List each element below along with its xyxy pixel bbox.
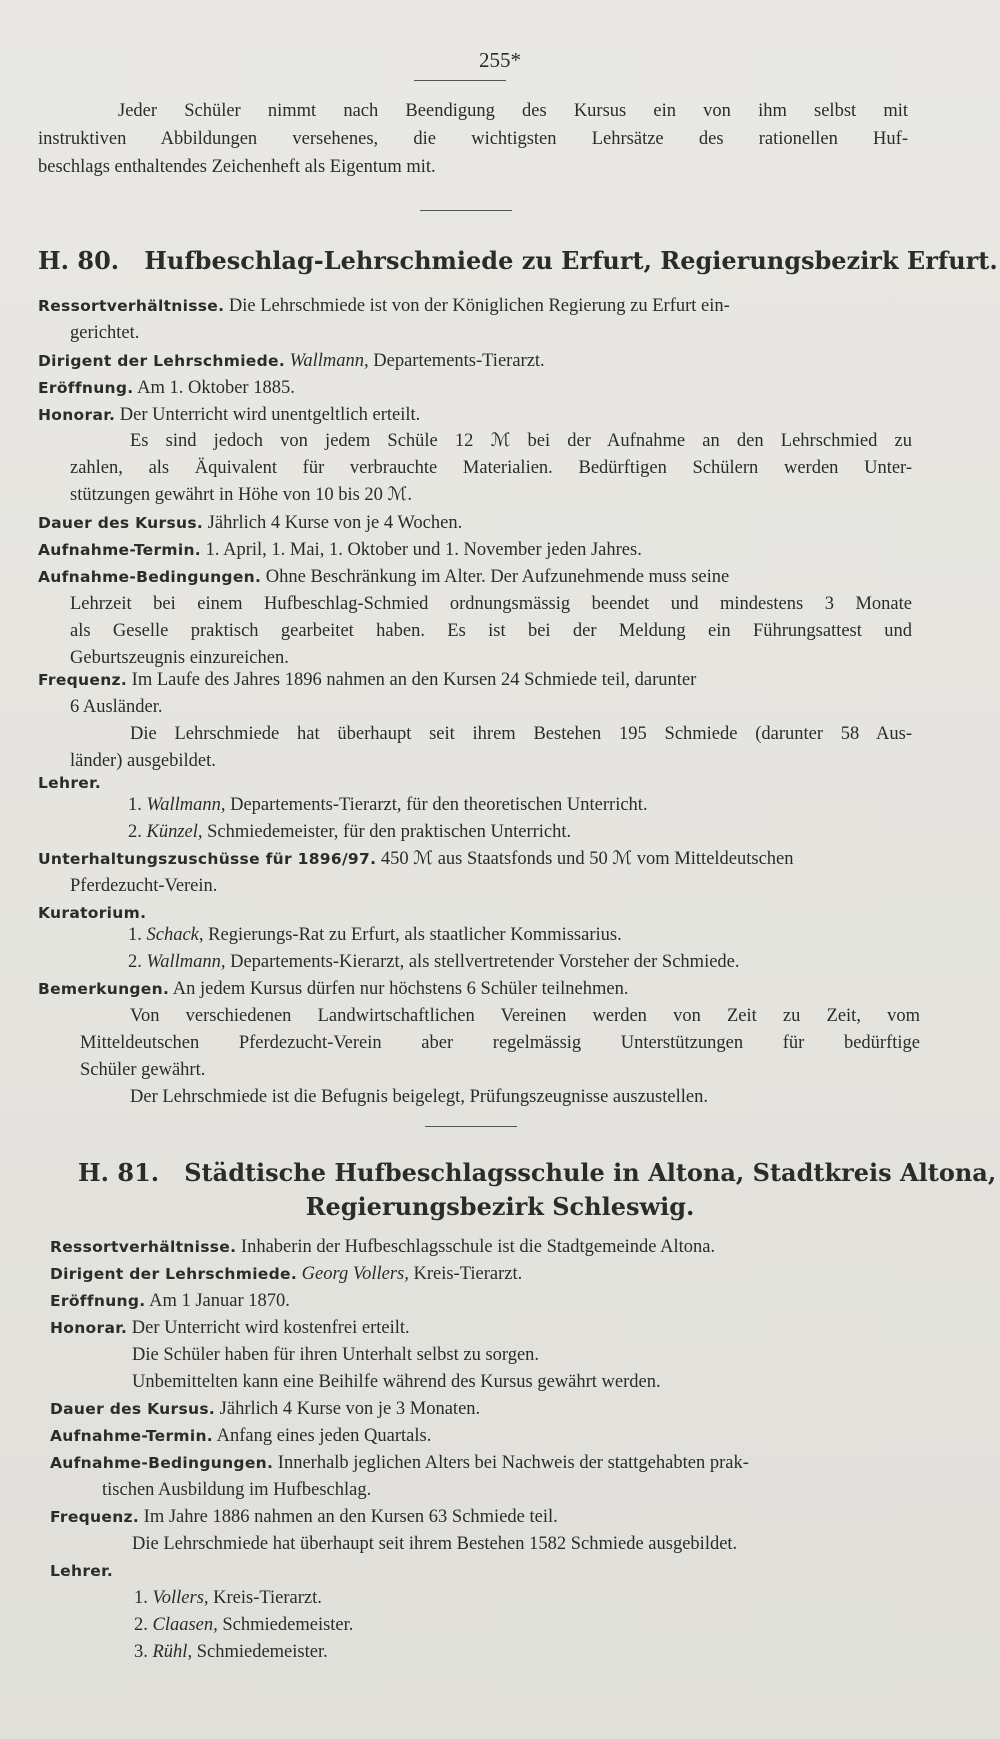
page-number: 255* bbox=[479, 48, 521, 72]
list-number: 2. bbox=[134, 1615, 148, 1635]
termin-text: Anfang eines jeden Quartals. bbox=[216, 1426, 432, 1446]
bedingungen-text: Ohne Beschränkung im Alter. Der Aufzunehmende muss seine bbox=[265, 567, 730, 587]
honorar-line: Die Schüler haben für ihren Unterhalt selbst zu sorgen. bbox=[132, 1345, 540, 1365]
intro-line-3: beschlags enthaltendes Zeichenheft als Eigentum mit. bbox=[38, 157, 436, 177]
teacher-name: Künzel, bbox=[146, 822, 203, 842]
bedingungen-text: Innerhalb jeglichen Alters bei Nachweis der stattgehabten prak- bbox=[277, 1453, 749, 1473]
teacher-role: Schmiedemeister, für den praktischen Unterricht. bbox=[207, 822, 572, 842]
bemerkungen-line: Mitteldeutschen Pferdezucht-Verein aber regelmässig Unterstützungen für bedürftige bbox=[80, 1033, 920, 1053]
frequenz-line: 6 Ausländer. bbox=[70, 697, 163, 717]
zuschuss-entry bbox=[38, 846, 794, 873]
dirigent-entry bbox=[38, 348, 545, 375]
termin-label: Aufnahme-Termin. bbox=[38, 541, 201, 559]
list-number: 1. bbox=[128, 795, 142, 815]
section-heading-h81 bbox=[78, 1158, 996, 1187]
section-title: Hufbeschlag-Lehrschmiede zu Erfurt, Regierungsbezirk Erfurt. bbox=[144, 246, 998, 275]
dauer-text: Jährlich 4 Kurse von je 3 Monaten. bbox=[219, 1399, 481, 1419]
kuratorium-item bbox=[128, 949, 740, 976]
dirigent-name: Georg Vollers, bbox=[301, 1264, 409, 1284]
list-number: 2. bbox=[128, 952, 142, 972]
dirigent-name: Wallmann, bbox=[289, 351, 369, 371]
dauer-entry bbox=[38, 510, 462, 537]
ressort-text: Die Lehrschmiede ist von der Königlichen Regierung zu Erfurt ein- bbox=[228, 296, 730, 316]
honorar-entry bbox=[38, 402, 420, 429]
bemerkungen-entry bbox=[38, 976, 628, 1003]
lehrer-item bbox=[134, 1612, 353, 1639]
list-number: 1. bbox=[128, 925, 142, 945]
termin-label: Aufnahme-Termin. bbox=[50, 1427, 213, 1445]
teacher-role: Schmiedemeister. bbox=[196, 1642, 328, 1662]
bedingungen-line: Geburtszeugnis einzureichen. bbox=[70, 648, 289, 668]
dauer-label: Dauer des Kursus. bbox=[38, 514, 204, 532]
section-divider bbox=[425, 1126, 517, 1127]
lehrer-item bbox=[134, 1585, 322, 1612]
teacher-role: Departements-Tierarzt, für den theoretischen Unterricht. bbox=[230, 795, 648, 815]
ressort-continuation: gerichtet. bbox=[70, 323, 140, 343]
honorar-label: Honorar. bbox=[38, 406, 116, 424]
termin-entry bbox=[38, 537, 642, 564]
teacher-name: Vollers, bbox=[152, 1588, 209, 1608]
bedingungen-label: Aufnahme-Bedingungen. bbox=[38, 568, 262, 586]
lehrer-item bbox=[128, 792, 648, 819]
dauer-text: Jährlich 4 Kurse von je 4 Wochen. bbox=[207, 513, 463, 533]
frequenz-line: Die Lehrschmiede hat überhaupt seit ihrem Bestehen 195 Schmiede (darunter 58 Aus- bbox=[130, 724, 912, 744]
member-role: Regierungs-Rat zu Erfurt, als staatlicher Kommissarius. bbox=[208, 925, 622, 945]
dirigent-label: Dirigent der Lehrschmiede. bbox=[38, 352, 286, 370]
bedingungen-label: Aufnahme-Bedingungen. bbox=[50, 1454, 274, 1472]
bemerkungen-label: Bemerkungen. bbox=[38, 980, 170, 998]
bemerkungen-line: Von verschiedenen Landwirtschaftlichen Vereinen werden von Zeit zu Zeit, vom bbox=[130, 1006, 920, 1026]
teacher-role: Schmiedemeister. bbox=[222, 1615, 354, 1635]
termin-text: 1. April, 1. Mai, 1. Oktober und 1. November jeden Jahres. bbox=[205, 540, 642, 560]
ressort-text: Inhaberin der Hufbeschlagsschule ist die Stadtgemeinde Altona. bbox=[240, 1237, 716, 1257]
list-number: 3. bbox=[134, 1642, 148, 1662]
eroeffnung-entry bbox=[50, 1288, 290, 1315]
dauer-entry bbox=[50, 1396, 480, 1423]
member-name: Wallmann, bbox=[146, 952, 226, 972]
frequenz-label: Frequenz. bbox=[38, 671, 128, 689]
frequenz-text: Im Jahre 1886 nahmen an den Kursen 63 Schmiede teil. bbox=[143, 1507, 558, 1527]
kuratorium-item bbox=[128, 922, 622, 949]
eroeffnung-label: Eröffnung. bbox=[50, 1292, 146, 1310]
eroeffnung-label: Eröffnung. bbox=[38, 379, 134, 397]
member-role: Departements-Kierarzt, als stellvertretender Vorsteher der Schmiede. bbox=[230, 952, 740, 972]
ressort-entry bbox=[50, 1234, 715, 1261]
teacher-name: Rühl, bbox=[152, 1642, 193, 1662]
honorar-line: stützungen gewährt in Höhe von 10 bis 20 ℳ. bbox=[70, 485, 412, 505]
dirigent-text: Departements-Tierarzt. bbox=[373, 351, 545, 371]
eroeffnung-text: Am 1 Januar 1870. bbox=[149, 1291, 290, 1311]
teacher-name: Claasen, bbox=[152, 1615, 218, 1635]
honorar-text: Der Unterricht wird kostenfrei erteilt. bbox=[131, 1318, 410, 1338]
section-heading-h80 bbox=[38, 246, 998, 275]
lehrer-label: Lehrer. bbox=[50, 1562, 114, 1580]
lehrer-entry bbox=[38, 770, 101, 797]
list-number: 1. bbox=[134, 1588, 148, 1608]
honorar-text: Der Unterricht wird unentgeltlich erteilt. bbox=[119, 405, 421, 425]
honorar-line: zahlen, als Äquivalent für verbrauchte Materialien. Bedürftigen Schülern werden Unter- bbox=[70, 458, 912, 478]
list-number: 2. bbox=[128, 822, 142, 842]
frequenz-continuation: Die Lehrschmiede hat überhaupt seit ihrem Bestehen 1582 Schmiede ausgebildet. bbox=[132, 1534, 738, 1554]
honorar-label: Honorar. bbox=[50, 1319, 128, 1337]
frequenz-line: länder) ausgebildet. bbox=[70, 751, 216, 771]
eroeffnung-entry bbox=[38, 375, 295, 402]
zuschuss-label: Unterhaltungszuschüsse für 1896/97. bbox=[38, 850, 377, 868]
dauer-label: Dauer des Kursus. bbox=[50, 1400, 216, 1418]
bemerkungen-text: An jedem Kursus dürfen nur höchstens 6 Schüler teilnehmen. bbox=[172, 979, 629, 999]
bedingungen-line: Lehrzeit bei einem Hufbeschlag-Schmied ordnungsmässig beendet und mindestens 3 Monate bbox=[70, 594, 912, 614]
bedingungen-entry bbox=[50, 1450, 749, 1477]
dirigent-text: Kreis-Tierarzt. bbox=[413, 1264, 523, 1284]
bedingungen-line: als Geselle praktisch gearbeitet haben. Es ist bei der Meldung ein Führungsattest und bbox=[70, 621, 912, 641]
intro-line-2: instruktiven Abbildungen versehenes, die wichtigsten Lehrsätze des rationellen Huf- bbox=[38, 129, 908, 149]
frequenz-text: Im Laufe des Jahres 1896 nahmen an den Kursen 24 Schmiede teil, darunter bbox=[131, 670, 697, 690]
honorar-entry bbox=[50, 1315, 410, 1342]
bedingungen-continuation: tischen Ausbildung im Hufbeschlag. bbox=[102, 1480, 372, 1500]
frequenz-entry bbox=[50, 1504, 558, 1531]
honorar-line: Es sind jedoch von jedem Schüle 12 ℳ bei der Aufnahme an den Lehrschmied zu bbox=[130, 431, 912, 451]
lehrer-entry bbox=[50, 1558, 113, 1585]
page-number-rule bbox=[414, 80, 506, 81]
section-number: H. 80. bbox=[38, 246, 120, 275]
lehrer-label: Lehrer. bbox=[38, 774, 102, 792]
ressort-label: Ressortverhältnisse. bbox=[38, 297, 225, 315]
bemerkungen-line: Der Lehrschmiede ist die Befugnis beigelegt, Prüfungszeugnisse auszustellen. bbox=[130, 1087, 708, 1107]
intro-line-1: Jeder Schüler nimmt nach Beendigung des Kursus ein von ihm selbst mit bbox=[118, 101, 908, 121]
section-title: Städtische Hufbeschlagsschule in Altona, Stadtkreis Altona, bbox=[184, 1158, 997, 1187]
teacher-role: Kreis-Tierarzt. bbox=[213, 1588, 322, 1608]
bedingungen-entry bbox=[38, 564, 729, 591]
dirigent-entry bbox=[50, 1261, 522, 1288]
honorar-line: Unbemittelten kann eine Beihilfe während des Kursus gewährt werden. bbox=[132, 1372, 661, 1392]
zuschuss-text: 450 ℳ aus Staatsfonds und 50 ℳ vom Mitteldeutschen bbox=[380, 849, 794, 869]
teacher-name: Wallmann, bbox=[146, 795, 226, 815]
section-divider bbox=[420, 210, 512, 211]
section-heading-h81-line2: Regierungsbezirk Schleswig. bbox=[305, 1192, 695, 1221]
lehrer-item bbox=[128, 819, 571, 846]
frequenz-entry bbox=[38, 667, 696, 694]
lehrer-item bbox=[134, 1639, 328, 1666]
ressort-entry bbox=[38, 293, 730, 320]
frequenz-label: Frequenz. bbox=[50, 1508, 140, 1526]
ressort-label: Ressortverhältnisse. bbox=[50, 1238, 237, 1256]
zuschuss-continuation: Pferdezucht-Verein. bbox=[70, 876, 218, 896]
eroeffnung-text: Am 1. Oktober 1885. bbox=[137, 378, 295, 398]
termin-entry bbox=[50, 1423, 431, 1450]
member-name: Schack, bbox=[146, 925, 204, 945]
section-number: H. 81. bbox=[78, 1158, 160, 1187]
dirigent-label: Dirigent der Lehrschmiede. bbox=[50, 1265, 298, 1283]
kuratorium-label: Kuratorium. bbox=[38, 904, 147, 922]
bemerkungen-line: Schüler gewährt. bbox=[80, 1060, 206, 1080]
